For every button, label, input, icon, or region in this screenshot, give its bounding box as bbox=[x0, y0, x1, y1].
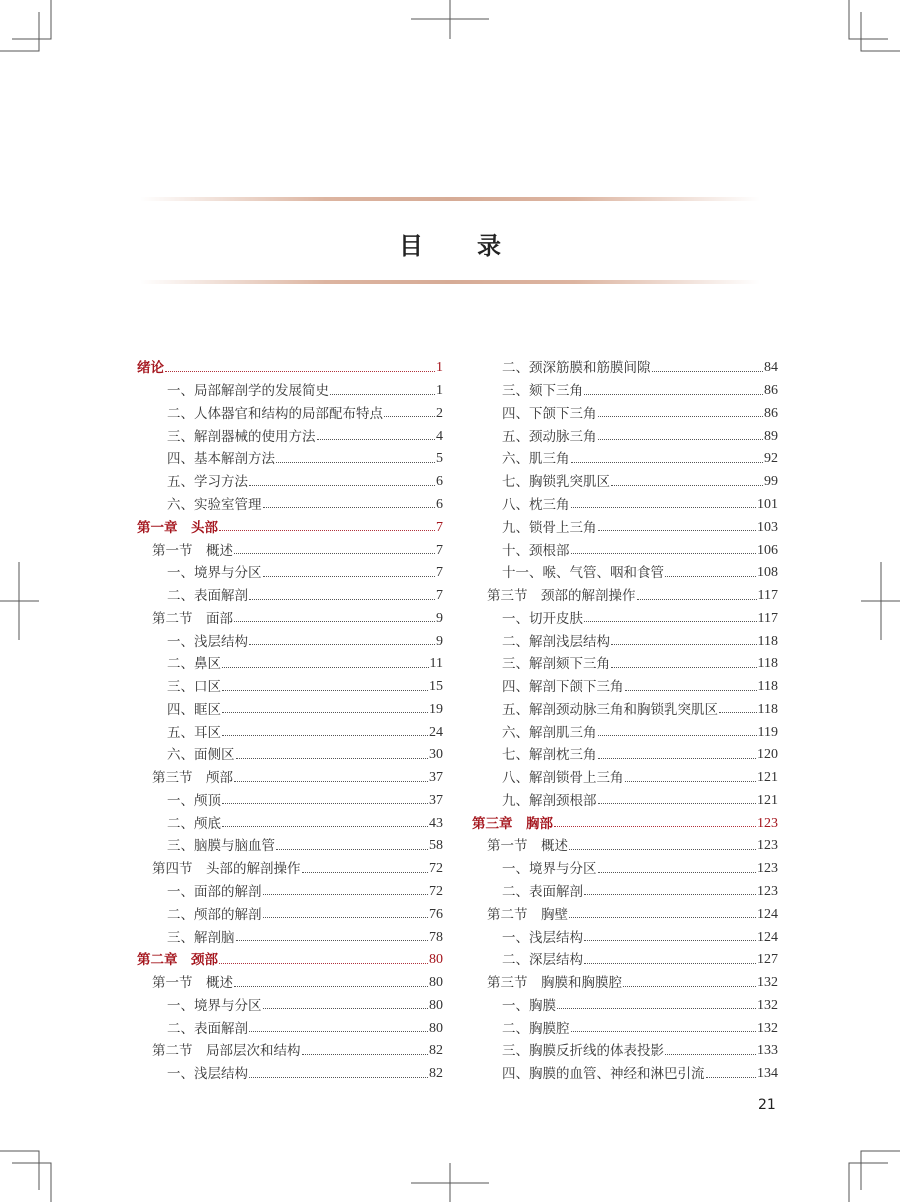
toc-entry-page: 132 bbox=[757, 997, 778, 1013]
toc-entry-page: 121 bbox=[757, 770, 778, 786]
toc-chapter[interactable] bbox=[137, 357, 443, 380]
toc-entry-label: 七、解剖枕三角 bbox=[502, 747, 597, 764]
dot-leader bbox=[330, 394, 435, 395]
toc-entry-page: 99 bbox=[764, 474, 778, 490]
dot-leader bbox=[384, 416, 435, 417]
toc-entry-label: 一、切开皮肤 bbox=[502, 610, 583, 627]
dot-leader bbox=[276, 849, 428, 850]
toc-entry-page: 123 bbox=[757, 883, 778, 899]
toc-item[interactable] bbox=[137, 1017, 443, 1040]
toc-entry-label: 绪论 bbox=[137, 360, 164, 377]
toc-entry-label: 第一节 概述 bbox=[487, 838, 568, 855]
toc-section[interactable] bbox=[137, 767, 443, 790]
toc-entry-label: 六、解剖肌三角 bbox=[502, 724, 597, 741]
toc-item[interactable] bbox=[472, 630, 778, 653]
dot-leader bbox=[219, 963, 428, 964]
toc-item[interactable] bbox=[137, 790, 443, 813]
toc-entry-label: 第一章 头部 bbox=[137, 519, 218, 536]
title-char-2: 录 bbox=[477, 232, 501, 260]
dot-leader bbox=[234, 621, 435, 622]
dot-leader bbox=[611, 644, 757, 645]
dot-leader bbox=[234, 781, 428, 782]
dot-leader bbox=[584, 621, 757, 622]
toc-entry-page: 76 bbox=[429, 906, 443, 922]
toc-entry-label: 四、下颌下三角 bbox=[502, 405, 597, 422]
toc-item[interactable] bbox=[472, 380, 778, 403]
toc-item[interactable] bbox=[472, 653, 778, 676]
crop-cross-left bbox=[0, 562, 39, 640]
dot-leader bbox=[598, 416, 764, 417]
dot-leader bbox=[665, 1054, 756, 1055]
toc-item[interactable] bbox=[137, 744, 443, 767]
dot-leader bbox=[598, 803, 757, 804]
dot-leader bbox=[584, 940, 756, 941]
toc-entry-label: 一、颅顶 bbox=[167, 792, 221, 809]
dot-leader bbox=[249, 599, 435, 600]
toc-item[interactable] bbox=[472, 403, 778, 426]
toc-section[interactable] bbox=[137, 607, 443, 630]
toc-item[interactable] bbox=[472, 926, 778, 949]
toc-entry-label: 三、脑膜与脑血管 bbox=[167, 838, 275, 855]
dot-leader bbox=[222, 667, 429, 668]
toc-entry-label: 三、口区 bbox=[167, 679, 221, 696]
dot-leader bbox=[302, 1054, 429, 1055]
dot-leader bbox=[611, 667, 757, 668]
toc-entry-page: 24 bbox=[429, 724, 443, 740]
toc-entry-label: 二、人体器官和结构的局部配布特点 bbox=[167, 405, 383, 422]
toc-section[interactable] bbox=[137, 972, 443, 995]
toc-entry-page: 117 bbox=[757, 588, 778, 604]
toc-entry-label: 四、解剖下颌下三角 bbox=[502, 679, 624, 696]
dot-leader bbox=[236, 758, 429, 759]
dot-leader bbox=[236, 940, 429, 941]
toc-entry-label: 第二节 局部层次和结构 bbox=[152, 1043, 301, 1060]
toc-entry-page: 43 bbox=[429, 815, 443, 831]
toc-entry-page: 30 bbox=[429, 747, 443, 763]
toc-entry-label: 三、解剖颏下三角 bbox=[502, 656, 610, 673]
toc-entry-page: 9 bbox=[436, 633, 443, 649]
toc-entry-page: 4 bbox=[436, 428, 443, 444]
toc-entry-page: 7 bbox=[436, 542, 443, 558]
toc-item[interactable] bbox=[472, 676, 778, 699]
dot-leader bbox=[719, 712, 757, 713]
dot-leader bbox=[571, 462, 764, 463]
dot-leader bbox=[557, 1008, 756, 1009]
toc-entry-label: 二、表面解剖 bbox=[167, 1020, 248, 1037]
toc-entry-page: 92 bbox=[764, 451, 778, 467]
toc-entry-page: 82 bbox=[429, 1066, 443, 1082]
toc-entry-label: 三、解剖脑 bbox=[167, 929, 235, 946]
toc-entry-label: 二、解剖浅层结构 bbox=[502, 633, 610, 650]
dot-leader bbox=[234, 553, 435, 554]
toc-entry-page: 119 bbox=[757, 724, 778, 740]
toc-entry-label: 一、浅层结构 bbox=[502, 929, 583, 946]
toc-entry-label: 第二节 胸壁 bbox=[487, 906, 568, 923]
title-rule-top bbox=[140, 197, 760, 201]
crop-cross-right bbox=[861, 562, 900, 640]
toc-entry-label: 六、实验室管理 bbox=[167, 496, 262, 513]
toc-entry-label: 二、颈深筋膜和筋膜间隙 bbox=[502, 360, 651, 377]
toc-chapter[interactable] bbox=[472, 812, 778, 835]
dot-leader bbox=[598, 735, 757, 736]
toc-entry-page: 132 bbox=[757, 1020, 778, 1036]
toc-entry-page: 133 bbox=[757, 1043, 778, 1059]
dot-leader bbox=[584, 963, 756, 964]
toc-entry-label: 四、眶区 bbox=[167, 701, 221, 718]
toc-entry-page: 72 bbox=[429, 883, 443, 899]
toc-entry-page: 121 bbox=[757, 792, 778, 808]
dot-leader bbox=[222, 735, 428, 736]
toc-entry-page: 2 bbox=[436, 405, 443, 421]
dot-leader bbox=[611, 485, 763, 486]
toc-item[interactable] bbox=[137, 835, 443, 858]
toc-entry-page: 103 bbox=[757, 519, 778, 535]
toc-entry-label: 一、境界与分区 bbox=[167, 565, 262, 582]
dot-leader bbox=[263, 894, 429, 895]
toc-entry-label: 二、颅底 bbox=[167, 815, 221, 832]
toc-entry-label: 九、锁骨上三角 bbox=[502, 519, 597, 536]
toc-item[interactable] bbox=[472, 607, 778, 630]
toc-entry-label: 五、耳区 bbox=[167, 724, 221, 741]
toc-entry-page: 9 bbox=[436, 610, 443, 626]
crop-mark-bottom-left bbox=[0, 1151, 51, 1202]
toc-entry-label: 五、颈动脉三角 bbox=[502, 428, 597, 445]
toc-column-left bbox=[137, 357, 443, 1086]
toc-item[interactable] bbox=[472, 471, 778, 494]
toc-entry-page: 101 bbox=[757, 496, 778, 512]
toc-section[interactable] bbox=[137, 858, 443, 881]
dot-leader bbox=[263, 1008, 429, 1009]
toc-item[interactable] bbox=[472, 994, 778, 1017]
toc-entry-page: 7 bbox=[436, 565, 443, 581]
toc-entry-page: 37 bbox=[429, 770, 443, 786]
toc-entry-page: 118 bbox=[757, 679, 778, 695]
dot-leader bbox=[263, 576, 436, 577]
toc-entry-page: 6 bbox=[436, 496, 443, 512]
toc-entry-page: 1 bbox=[436, 383, 443, 399]
toc-entry-label: 第二章 颈部 bbox=[137, 952, 218, 969]
toc-entry-page: 118 bbox=[757, 656, 778, 672]
dot-leader bbox=[276, 462, 435, 463]
dot-leader bbox=[598, 758, 757, 759]
dot-leader bbox=[234, 986, 428, 987]
dot-leader bbox=[652, 371, 764, 372]
toc-entry-label: 第一节 概述 bbox=[152, 542, 233, 559]
toc-item[interactable] bbox=[472, 858, 778, 881]
dot-leader bbox=[571, 507, 757, 508]
dot-leader bbox=[623, 986, 756, 987]
toc-entry-page: 117 bbox=[757, 610, 778, 626]
crop-cross-bottom bbox=[411, 1163, 489, 1202]
toc-chapter[interactable] bbox=[137, 516, 443, 539]
dot-leader bbox=[249, 485, 435, 486]
toc-item[interactable] bbox=[472, 698, 778, 721]
toc-entry-label: 八、解剖锁骨上三角 bbox=[502, 770, 624, 787]
toc-entry-label: 第三章 胸部 bbox=[472, 815, 553, 832]
title-rule-bottom bbox=[140, 280, 760, 284]
dot-leader bbox=[569, 849, 756, 850]
dot-leader bbox=[569, 917, 756, 918]
dot-leader bbox=[219, 530, 435, 531]
toc-entry-page: 6 bbox=[436, 474, 443, 490]
toc-entry-label: 第一节 概述 bbox=[152, 975, 233, 992]
toc-entry-label: 第二节 面部 bbox=[152, 610, 233, 627]
dot-leader bbox=[598, 530, 757, 531]
toc-item[interactable] bbox=[472, 357, 778, 380]
toc-chapter[interactable] bbox=[137, 949, 443, 972]
toc-item[interactable] bbox=[472, 448, 778, 471]
dot-leader bbox=[302, 872, 429, 873]
toc-item[interactable] bbox=[472, 881, 778, 904]
toc-entry-label: 一、浅层结构 bbox=[167, 633, 248, 650]
toc-entry-label: 三、胸膜反折线的体表投影 bbox=[502, 1043, 664, 1060]
dot-leader bbox=[222, 690, 428, 691]
toc-entry-label: 第三节 颈部的解剖操作 bbox=[487, 588, 636, 605]
toc-item[interactable] bbox=[137, 403, 443, 426]
toc-entry-page: 123 bbox=[757, 838, 778, 854]
dot-leader bbox=[584, 394, 763, 395]
toc-item[interactable] bbox=[472, 425, 778, 448]
toc-entry-page: 1 bbox=[436, 360, 443, 376]
dot-leader bbox=[263, 507, 436, 508]
toc-item[interactable] bbox=[137, 380, 443, 403]
toc-item[interactable] bbox=[472, 516, 778, 539]
toc-entry-page: 7 bbox=[436, 519, 443, 535]
toc-entry-page: 124 bbox=[757, 929, 778, 945]
dot-leader bbox=[665, 576, 756, 577]
dot-leader bbox=[625, 690, 757, 691]
toc-entry-label: 一、境界与分区 bbox=[167, 997, 262, 1014]
toc-entry-label: 第三节 颅部 bbox=[152, 770, 233, 787]
toc-entry-page: 106 bbox=[757, 542, 778, 558]
toc-item[interactable] bbox=[137, 698, 443, 721]
toc-entry-page: 123 bbox=[757, 815, 778, 831]
toc-entry-label: 二、表面解剖 bbox=[167, 588, 248, 605]
toc-entry-label: 一、胸膜 bbox=[502, 997, 556, 1014]
toc-entry-label: 八、枕三角 bbox=[502, 496, 570, 513]
toc-item[interactable] bbox=[472, 790, 778, 813]
toc-entry-label: 二、深层结构 bbox=[502, 952, 583, 969]
toc-entry-page: 132 bbox=[757, 975, 778, 991]
toc-section[interactable] bbox=[472, 972, 778, 995]
toc-section[interactable] bbox=[137, 539, 443, 562]
toc-entry-label: 一、境界与分区 bbox=[502, 861, 597, 878]
toc-entry-page: 82 bbox=[429, 1043, 443, 1059]
dot-leader bbox=[249, 1077, 428, 1078]
toc-entry-page: 11 bbox=[429, 656, 443, 672]
toc-entry-page: 118 bbox=[757, 633, 778, 649]
toc-entry-label: 一、局部解剖学的发展简史 bbox=[167, 383, 329, 400]
toc-item[interactable] bbox=[472, 744, 778, 767]
page-number: 21 bbox=[758, 1097, 776, 1113]
toc-item[interactable] bbox=[137, 994, 443, 1017]
toc-entry-label: 第三节 胸膜和胸膜腔 bbox=[487, 975, 622, 992]
toc-item[interactable] bbox=[472, 494, 778, 517]
dot-leader bbox=[637, 599, 757, 600]
toc-item[interactable] bbox=[472, 539, 778, 562]
dot-leader bbox=[317, 439, 436, 440]
toc-item[interactable] bbox=[472, 1017, 778, 1040]
toc-entry-page: 72 bbox=[429, 861, 443, 877]
toc-entry-page: 86 bbox=[764, 383, 778, 399]
toc-item[interactable] bbox=[137, 653, 443, 676]
toc-entry-page: 134 bbox=[757, 1066, 778, 1082]
toc-item[interactable] bbox=[137, 562, 443, 585]
toc-entry-page: 84 bbox=[764, 360, 778, 376]
toc-entry-label: 二、颅部的解剖 bbox=[167, 906, 262, 923]
crop-mark-top-left bbox=[0, 0, 51, 51]
toc-item[interactable] bbox=[472, 1063, 778, 1086]
toc-item[interactable] bbox=[137, 721, 443, 744]
toc-entry-label: 四、基本解剖方法 bbox=[167, 451, 275, 468]
toc-entry-page: 37 bbox=[429, 792, 443, 808]
toc-item[interactable] bbox=[137, 881, 443, 904]
toc-item[interactable] bbox=[137, 494, 443, 517]
toc-item[interactable] bbox=[137, 926, 443, 949]
toc-section[interactable] bbox=[137, 1040, 443, 1063]
dot-leader bbox=[554, 826, 756, 827]
toc-entry-page: 80 bbox=[429, 1020, 443, 1036]
toc-entry-label: 七、胸锁乳突肌区 bbox=[502, 474, 610, 491]
toc-item[interactable] bbox=[137, 425, 443, 448]
toc-entry-page: 124 bbox=[757, 906, 778, 922]
toc-section[interactable] bbox=[472, 585, 778, 608]
dot-leader bbox=[222, 826, 428, 827]
toc-entry-page: 108 bbox=[757, 565, 778, 581]
dot-leader bbox=[571, 1031, 757, 1032]
toc-entry-label: 三、解剖器械的使用方法 bbox=[167, 428, 316, 445]
toc-entry-label: 二、鼻区 bbox=[167, 656, 221, 673]
toc-entry-label: 一、面部的解剖 bbox=[167, 883, 262, 900]
toc-entry-label: 二、胸膜腔 bbox=[502, 1020, 570, 1037]
toc-item[interactable] bbox=[137, 812, 443, 835]
toc-item[interactable] bbox=[137, 676, 443, 699]
toc-entry-page: 78 bbox=[429, 929, 443, 945]
page-title bbox=[0, 226, 900, 261]
toc-column-right bbox=[472, 357, 778, 1086]
dot-leader bbox=[598, 439, 764, 440]
toc-entry-label: 五、学习方法 bbox=[167, 474, 248, 491]
toc-entry-label: 十一、喉、气管、咽和食管 bbox=[502, 565, 664, 582]
dot-leader bbox=[249, 1031, 428, 1032]
toc-item[interactable] bbox=[472, 1040, 778, 1063]
toc-entry-page: 120 bbox=[757, 747, 778, 763]
toc-entry-page: 123 bbox=[757, 861, 778, 877]
toc-item[interactable] bbox=[137, 1063, 443, 1086]
toc-entry-page: 80 bbox=[429, 997, 443, 1013]
toc-entry-page: 15 bbox=[429, 679, 443, 695]
dot-leader bbox=[263, 917, 429, 918]
crop-mark-top-right bbox=[849, 0, 900, 51]
toc-entry-label: 五、解剖颈动脉三角和胸锁乳突肌区 bbox=[502, 701, 718, 718]
toc-entry-page: 86 bbox=[764, 405, 778, 421]
toc-item[interactable] bbox=[137, 585, 443, 608]
toc-entry-label: 六、面侧区 bbox=[167, 747, 235, 764]
toc-entry-label: 二、表面解剖 bbox=[502, 883, 583, 900]
toc-entry-page: 58 bbox=[429, 838, 443, 854]
dot-leader bbox=[571, 553, 757, 554]
toc-entry-label: 第四节 头部的解剖操作 bbox=[152, 861, 301, 878]
toc-item[interactable] bbox=[137, 630, 443, 653]
toc-item[interactable] bbox=[472, 562, 778, 585]
dot-leader bbox=[598, 872, 757, 873]
toc-entry-page: 5 bbox=[436, 451, 443, 467]
crop-cross-top bbox=[411, 0, 489, 39]
dot-leader bbox=[165, 371, 435, 372]
toc-item[interactable] bbox=[472, 767, 778, 790]
toc-entry-page: 7 bbox=[436, 588, 443, 604]
toc-entry-label: 十、颈根部 bbox=[502, 542, 570, 559]
crop-mark-bottom-right bbox=[849, 1151, 900, 1202]
dot-leader bbox=[584, 894, 756, 895]
dot-leader bbox=[706, 1077, 757, 1078]
toc-item[interactable] bbox=[472, 721, 778, 744]
toc-item[interactable] bbox=[472, 949, 778, 972]
toc-entry-page: 80 bbox=[429, 975, 443, 991]
toc-entry-label: 三、颏下三角 bbox=[502, 383, 583, 400]
toc-entry-label: 一、浅层结构 bbox=[167, 1066, 248, 1083]
toc-entry-label: 九、解剖颈根部 bbox=[502, 792, 597, 809]
toc-entry-label: 四、胸膜的血管、神经和淋巴引流 bbox=[502, 1066, 705, 1083]
toc-entry-page: 118 bbox=[757, 701, 778, 717]
title-char-1: 目 bbox=[399, 232, 423, 260]
toc-item[interactable] bbox=[137, 448, 443, 471]
toc-entry-page: 89 bbox=[764, 428, 778, 444]
dot-leader bbox=[249, 644, 435, 645]
toc-entry-page: 80 bbox=[429, 952, 443, 968]
dot-leader bbox=[625, 781, 757, 782]
toc-item[interactable] bbox=[137, 903, 443, 926]
toc-entry-page: 127 bbox=[757, 952, 778, 968]
toc-section[interactable] bbox=[472, 903, 778, 926]
dot-leader bbox=[222, 712, 428, 713]
toc-item[interactable] bbox=[137, 471, 443, 494]
toc-entry-label: 六、肌三角 bbox=[502, 451, 570, 468]
dot-leader bbox=[222, 803, 428, 804]
toc-section[interactable] bbox=[472, 835, 778, 858]
toc-entry-page: 19 bbox=[429, 701, 443, 717]
